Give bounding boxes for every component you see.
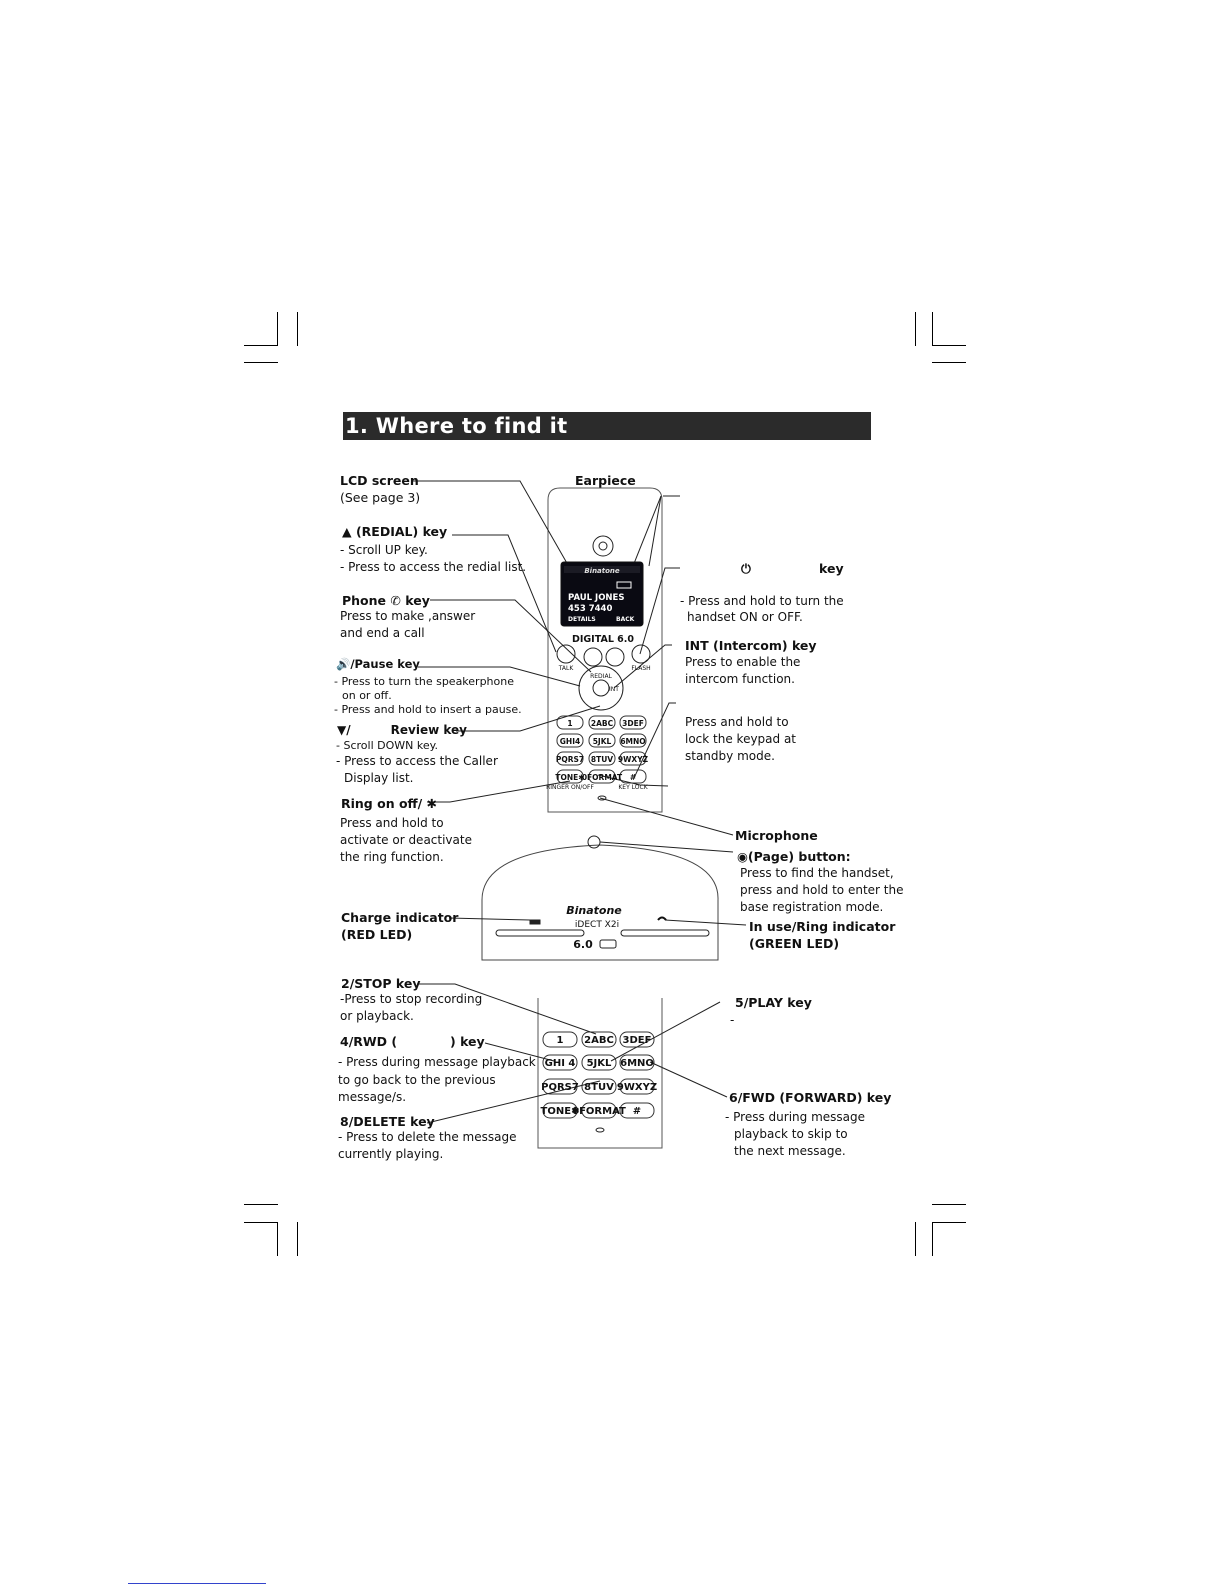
key2-hash: # bbox=[632, 1106, 642, 1117]
key-0: 0FORMAT bbox=[581, 773, 623, 782]
phone-key-suffix: key bbox=[405, 593, 430, 608]
talk-label: TALK bbox=[558, 665, 574, 672]
ring-desc-2: activate or deactivate bbox=[340, 833, 472, 847]
lcd-brand: Binatone bbox=[584, 567, 620, 575]
lock-desc-2: lock the keypad at bbox=[685, 732, 797, 746]
base-model: iDECT X2i bbox=[574, 920, 620, 930]
key-5: 5JKL bbox=[592, 737, 612, 746]
key2-1: 1 bbox=[556, 1035, 564, 1046]
pause-key-label bbox=[336, 656, 420, 673]
lcd-screen-desc: (See page 3) bbox=[340, 490, 421, 505]
ring-key-label: Ring on off/ ✱ bbox=[341, 796, 438, 811]
power-icon: ⏻ bbox=[741, 561, 751, 576]
page-icon: ◉ bbox=[737, 849, 748, 864]
key2-7: PQRS7 bbox=[541, 1082, 579, 1093]
rwd-desc-2: to go back to the previous bbox=[338, 1073, 496, 1087]
play-key-label: 5/PLAY key bbox=[735, 995, 812, 1010]
key2-2: 2ABC bbox=[584, 1035, 614, 1046]
key-8: 8TUV bbox=[590, 755, 614, 764]
key2-5: 5JKL bbox=[586, 1058, 612, 1069]
stop-desc-2: or playback. bbox=[340, 1009, 414, 1023]
stop-desc-1: -Press to stop recording bbox=[340, 992, 483, 1006]
earpiece-label: Earpiece bbox=[575, 473, 636, 488]
page-desc-2: press and hold to enter the bbox=[740, 883, 904, 897]
page-desc-3: base registration mode. bbox=[740, 900, 884, 914]
redial-key-label: ▲ (REDIAL) key bbox=[342, 524, 448, 539]
key-7: PQRS7 bbox=[555, 755, 585, 764]
base-logo: 6.0 bbox=[573, 938, 593, 951]
delete-key-label: 8/DELETE key bbox=[340, 1114, 435, 1129]
page-button-label bbox=[737, 848, 851, 865]
review-key-title2: Review key bbox=[390, 723, 467, 737]
rwd-key-suffix: ) key bbox=[450, 1034, 485, 1049]
int-desc-2: intercom function. bbox=[685, 672, 795, 686]
key-hash: # bbox=[629, 773, 637, 782]
handset-logo: DIGITAL 6.0 bbox=[571, 634, 635, 645]
redial-desc-1: - Scroll UP key. bbox=[340, 543, 428, 557]
rwd-desc-3: message/s. bbox=[338, 1090, 407, 1104]
pause-desc-2: on or off. bbox=[342, 689, 392, 702]
delete-desc-1: - Press to delete the message bbox=[338, 1130, 517, 1144]
lcd-softkey-right: BACK bbox=[616, 616, 635, 623]
ring-desc-3: the ring function. bbox=[340, 850, 444, 864]
key2-3: 3DEF bbox=[622, 1035, 652, 1046]
fwd-desc-2: playback to skip to bbox=[734, 1127, 848, 1141]
pause-desc-3: - Press and hold to insert a pause. bbox=[334, 703, 522, 716]
review-key-title: ▼/ bbox=[337, 723, 351, 737]
int-desc-1: Press to enable the bbox=[685, 655, 801, 669]
phone-desc-1: Press to make ,answer bbox=[340, 609, 476, 623]
footer-rule bbox=[128, 1583, 266, 1584]
ringer-label: RINGER ON/OFF bbox=[546, 784, 594, 791]
play-desc-1: - bbox=[730, 1013, 735, 1027]
int-key-label: INT (Intercom) key bbox=[685, 638, 817, 653]
review-desc-1: - Scroll DOWN key. bbox=[336, 739, 439, 752]
lock-desc-3: standby mode. bbox=[685, 749, 775, 763]
key2-0: 0FORMAT bbox=[572, 1106, 626, 1117]
base-brand: Binatone bbox=[566, 904, 622, 917]
key-1: 1 bbox=[567, 719, 573, 728]
fwd-key-label: 6/FWD (FORWARD) key bbox=[729, 1090, 892, 1105]
microphone-label: Microphone bbox=[735, 828, 818, 843]
phone-desc-2: and end a call bbox=[340, 626, 425, 640]
flash-label: FLASH bbox=[631, 665, 651, 672]
key2-4: GHI 4 bbox=[544, 1058, 576, 1069]
key-6: 6MNO bbox=[620, 737, 646, 746]
lock-desc-1: Press and hold to bbox=[685, 715, 789, 729]
int-label: INT bbox=[609, 686, 619, 693]
charge-indicator-label: Charge indicator bbox=[341, 910, 459, 925]
power-key-suffix: key bbox=[819, 561, 844, 576]
inuse-indicator-label: In use/Ring indicator bbox=[749, 919, 896, 934]
rwd-key-label: 4/RWD ( bbox=[340, 1034, 398, 1049]
delete-desc-2: currently playing. bbox=[338, 1147, 444, 1161]
stop-key-label: 2/STOP key bbox=[341, 976, 421, 991]
key-9: 9WXYZ bbox=[617, 755, 649, 764]
phone-key-label bbox=[342, 592, 430, 609]
power-desc-1: - Press and hold to turn the bbox=[680, 594, 844, 608]
key-3: 3DEF bbox=[622, 719, 644, 728]
pause-desc-1: - Press to turn the speakerphone bbox=[334, 675, 514, 688]
key-2: 2ABC bbox=[590, 719, 614, 728]
charge-indicator-led: (RED LED) bbox=[341, 927, 413, 942]
key-4: GHI4 bbox=[559, 737, 581, 746]
key-star: TONE✱ bbox=[555, 773, 585, 782]
pause-key-title: /Pause key bbox=[350, 657, 420, 671]
lcd-caller-number: 453 7440 bbox=[568, 604, 613, 614]
redial-desc-2: - Press to access the redial list. bbox=[340, 560, 527, 574]
ring-desc-1: Press and hold to bbox=[340, 816, 444, 830]
keylock-label: KEY LOCK bbox=[618, 784, 648, 791]
fwd-desc-1: - Press during message bbox=[725, 1110, 865, 1124]
power-desc-2: handset ON or OFF. bbox=[687, 610, 803, 624]
review-desc-2: - Press to access the Caller bbox=[336, 754, 498, 768]
power-key-label bbox=[741, 560, 751, 577]
lcd-screen-label: LCD screen bbox=[340, 473, 419, 488]
key2-9: 9WXYZ bbox=[616, 1082, 658, 1093]
inuse-indicator-led: (GREEN LED) bbox=[749, 936, 840, 951]
page-desc-1: Press to find the handset, bbox=[740, 866, 894, 880]
phone-icon: ✆ bbox=[390, 593, 401, 608]
speaker-icon: 🔊 bbox=[336, 657, 351, 671]
fwd-desc-3: the next message. bbox=[734, 1144, 846, 1158]
redial-label: REDIAL bbox=[590, 673, 612, 680]
key2-star: TONE✱ bbox=[540, 1106, 580, 1117]
key2-8: 8TUV bbox=[584, 1082, 614, 1093]
rwd-desc-1: - Press during message playback bbox=[338, 1055, 536, 1069]
page-button-title: (Page) button: bbox=[747, 849, 851, 864]
lcd-softkey-left: DETAILS bbox=[568, 616, 596, 623]
lcd-caller-name: PAUL JONES bbox=[568, 593, 625, 603]
review-desc-3: Display list. bbox=[344, 771, 414, 785]
section-title: 1. Where to find it bbox=[343, 412, 871, 440]
phone-key-title: Phone bbox=[342, 593, 387, 608]
key2-6: 6MNO bbox=[620, 1058, 654, 1069]
